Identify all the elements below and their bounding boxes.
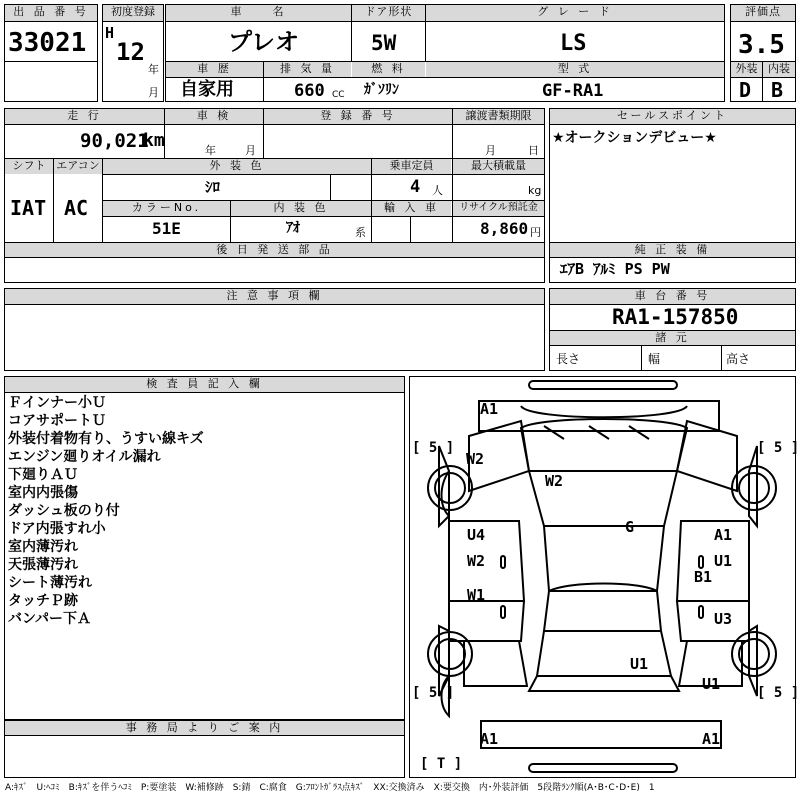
car-name-label: 車 名 — [166, 5, 351, 21]
era: H — [105, 24, 115, 42]
mark-right-rear-door: U3 — [714, 610, 733, 628]
sales-point: ★オークションデビュー★ — [552, 130, 717, 146]
model-code: GF-RA1 — [542, 81, 604, 101]
plate-label: 登 録 番 号 — [264, 109, 452, 124]
note-line: コアサポートＵ — [8, 413, 106, 429]
exterior-color: ｼﾛ — [205, 178, 221, 196]
office-label: 事 務 局 よ り ご 案 内 — [5, 721, 404, 735]
capacity-unit: 人 — [432, 184, 443, 197]
car-history: 自家用 — [180, 79, 234, 100]
mark-right-front-door-2: U1 — [714, 552, 733, 570]
tire-rear-left: 5 — [428, 685, 438, 701]
sales-point-label: セールスポイント — [550, 109, 795, 124]
note-line: Ｆインナー小Ｕ — [8, 395, 106, 411]
month-unit: 月 — [148, 86, 159, 99]
legend: A:ｷｽﾞ U:ﾍｺﾐ B:ｷｽﾞを伴うﾍｺﾐ P:要塗装 W:補修跡 S:錆 C:腐食 G:ﾌﾛﾝﾄｶﾞﾗｽ点ｷｽﾞ XX:交換済み X:要交換 内･外装評価 5段階ﾗﾝｸ順(A･B･C･D･E) 1 — [5, 783, 655, 793]
history-label: 車 歴 — [166, 62, 263, 77]
color-number: 51E — [152, 219, 181, 238]
transfer-month-unit: 月 — [485, 144, 496, 157]
mark-rear-right: A1 — [702, 730, 721, 748]
exterior-score-label: 外装 — [731, 62, 762, 77]
tire-front-left: 5 — [428, 440, 438, 456]
shift-label: シフト — [5, 159, 53, 174]
tire-rear-right: 5 — [773, 685, 783, 701]
aircon-label: エアコン — [54, 159, 102, 174]
height-label: 高さ — [726, 352, 751, 366]
car-name: プレオ — [228, 28, 300, 56]
note-line: ダッシュ板のり付 — [8, 503, 120, 519]
first-registration-label: 初度登録 — [103, 5, 163, 21]
mark-front-bumper: A1 — [480, 400, 499, 418]
mark-left-rear-door: W1 — [467, 586, 486, 604]
later-parts-label: 後 日 発 送 部 品 — [5, 243, 544, 257]
note-line: 室内内張傷 — [8, 485, 78, 501]
mileage-unit: km — [143, 130, 165, 151]
note-line: 下廻りＡＵ — [8, 467, 78, 483]
displacement-unit: CC — [332, 90, 345, 100]
caution-label: 注 意 事 項 欄 — [5, 289, 544, 304]
width-label: 幅 — [648, 352, 661, 366]
mark-hood: W2 — [545, 472, 564, 490]
note-line: 天張薄汚れ — [8, 557, 78, 573]
mark-left-front-fender: W2 — [466, 450, 485, 468]
displacement-label: 排 気 量 — [264, 62, 351, 77]
interior-score: B — [771, 78, 784, 102]
door-type: 5W — [371, 31, 397, 55]
load-unit: kg — [528, 184, 542, 197]
capacity-label: 乗車定員 — [372, 159, 451, 174]
equipment-label: 純 正 装 備 — [550, 243, 795, 257]
recycle-deposit-label: リサイクル預託金 — [453, 201, 544, 216]
exterior-score: D — [739, 78, 752, 102]
note-line: タッチＰ跡 — [8, 593, 78, 609]
inspector-notes — [8, 394, 204, 628]
transfer-deadline-label: 譲渡書類期限 — [453, 109, 544, 124]
mileage-label: 走 行 — [5, 109, 164, 124]
recycle-deposit: 8,860 — [480, 219, 529, 238]
interior-color-unit: 系 — [355, 226, 366, 239]
score: 3.5 — [738, 30, 785, 60]
mark-rear-left: A1 — [480, 730, 499, 748]
equipment: ｴｱB ｱﾙﾐ PS PW — [560, 260, 670, 278]
inspector-label: 検 査 員 記 入 欄 — [5, 377, 404, 392]
lot-number: 33021 — [8, 28, 87, 58]
import-label: 輸 入 車 — [372, 201, 451, 216]
car-outline — [409, 376, 796, 778]
interior-color-label: 内 装 色 — [231, 201, 371, 216]
mark-left-front-door: U4 — [467, 526, 486, 544]
chassis-number: RA1-157850 — [612, 305, 739, 329]
note-line: 外装付着物有り、うすい線キズ — [8, 431, 204, 447]
displacement: 660 — [294, 81, 325, 101]
note-line: 室内薄汚れ — [8, 539, 78, 555]
inspection-month-unit: 月 — [245, 144, 256, 157]
score-label: 評価点 — [731, 5, 795, 21]
fuel-label: 燃 料 — [352, 62, 425, 77]
length-label: 長さ — [556, 352, 581, 366]
note-line: シート薄汚れ — [8, 575, 92, 591]
lot-number-label: 出 品 番 号 — [5, 5, 97, 21]
mark-right-rear-fender: U1 — [702, 675, 721, 693]
max-load-label: 最大積載量 — [453, 159, 544, 174]
note-line: エンジン廻りオイル漏れ — [8, 449, 161, 465]
note-line: ドア内張すれ小 — [8, 521, 106, 537]
shift: IAT — [10, 196, 47, 220]
transfer-day-unit: 日 — [528, 144, 539, 157]
grade: LS — [560, 31, 587, 56]
recycle-unit: 円 — [530, 226, 541, 239]
tire-front-right: 5 — [773, 440, 783, 456]
inspection-label: 車 検 — [165, 109, 263, 124]
spare-tire: T — [436, 756, 446, 772]
mileage: 90,021 — [80, 130, 149, 152]
fuel: ｶﾞｿﾘﾝ — [364, 82, 399, 98]
note-line: バンパー下Ａ — [8, 611, 92, 627]
mark-trunk: U1 — [630, 655, 649, 673]
year-unit: 年 — [148, 63, 159, 76]
mark-left-front-door-2: W2 — [467, 552, 486, 570]
aircon: AC — [64, 196, 89, 220]
mark-roof: G — [625, 518, 635, 536]
door-type-label: ドア形状 — [352, 5, 425, 21]
chassis-label: 車 台 番 号 — [550, 289, 795, 304]
mark-right-pillar: B1 — [694, 568, 713, 586]
grade-label: グ レ ー ド — [426, 5, 724, 21]
interior-score-label: 内装 — [763, 62, 795, 77]
capacity: 4 — [410, 177, 421, 197]
registration-year: 12 — [116, 38, 145, 66]
inspection-year-unit: 年 — [205, 144, 216, 157]
model-label: 型 式 — [426, 62, 724, 77]
color-number-label: カラーNo. — [103, 201, 230, 216]
exterior-color-label: 外 装 色 — [103, 159, 371, 174]
mark-right-front-door: A1 — [714, 526, 733, 544]
spec-label: 諸 元 — [550, 331, 795, 345]
interior-color: ｱｵ — [286, 220, 300, 236]
